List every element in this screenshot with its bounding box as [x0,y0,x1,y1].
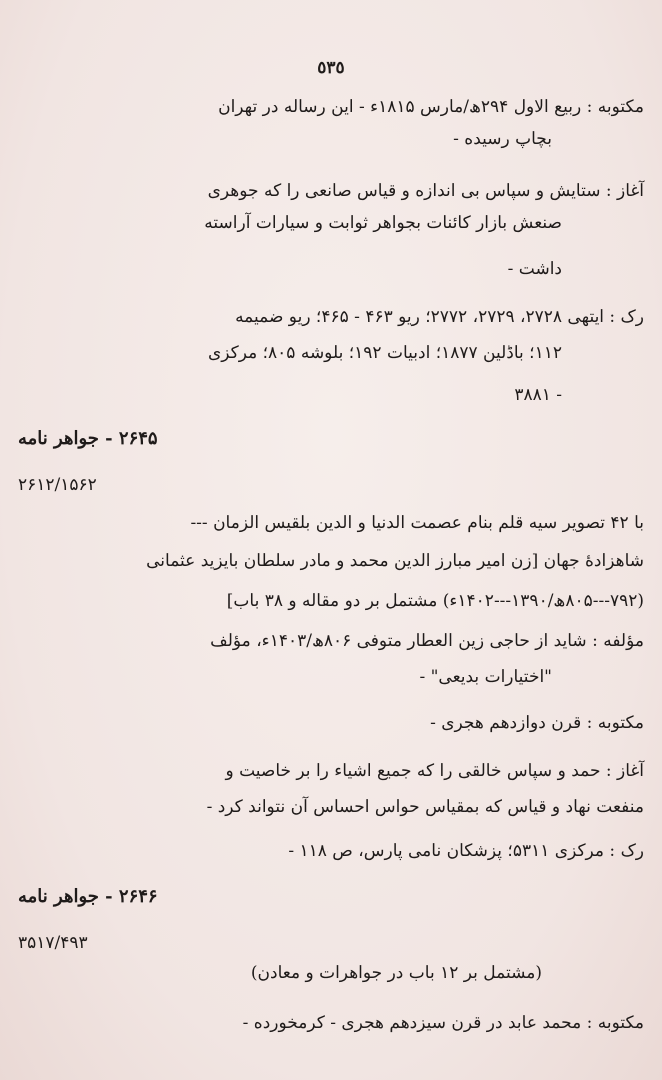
aghaz-line: منفعت نهاد و قیاس که بمقیاس حواس احساس آن نتواند کرد - [206,797,644,817]
author-line: "اختیارات بدیعی" - [419,667,552,687]
rak-line: ۱۱۲؛ باڈلین ۱۸۷۷؛ ادبیات ۱۹۲؛ بلوشه ۸۰۵؛ مرکزی [207,343,562,363]
aghaz-line: صنعش بازار کائنات بجواهر ثوابت و سیارات آراسته [204,213,562,233]
aghaz-line: آغاز : حمد و سپاس خالقی را که جمیع اشیاء را بر خاصیت و [225,761,644,781]
page-number: ٥٣٥ [317,58,345,78]
kitabat-line: مکتوبه : قرن دوازدهم هجری - [430,713,644,733]
manuscript-number: ۲۶۱۲/۱۵۶۲ [18,475,97,495]
rak-line: ۳۸۸۱ - [514,385,562,405]
aghaz-line: داشت - [507,259,562,279]
aghaz-line: آغاز : ستایش و سپاس بی اندازه و قیاس صانعی را که جوهری [207,181,644,201]
kitabat-line: بچاپ رسیده - [453,129,552,149]
rak-line: رک : مرکزی ۵۳۱۱؛ پزشکان نامی پارس، ص ۱۱۸ - [288,841,644,861]
description-line: (۷۹۲---۸۰۵ھ/۱۳۹۰---۱۴۰۲ء) مشتمل بر دو مقاله و ۳۸ باب] [226,591,644,611]
description-line: شاهزادهٔ جهان [زن امیر مبارز الدین محمد و مادر سلطان بایزید عثمانی [146,551,644,571]
description-line: با ۴۲ تصویر سیه قلم بنام عصمت الدنیا و الدین بلقیس الزمان --- [190,513,644,533]
kitabat-line: مکتوبه : ربیع الاول ۲۹۴ھ/مارس ۱۸۱۵ء - این رساله در تهران [218,97,644,117]
entry-heading: ۲۶۴۵ - جواهر نامه [18,428,158,449]
description-line: (مشتمل بر ۱۲ باب در جواهرات و معادن) [250,963,542,983]
rak-line: رک : ایتهی ۲۷۲۸، ۲۷۲۹، ۲۷۷۲؛ ریو ۴۶۳ - ۴۶۵؛ ریو ضمیمه [235,307,644,327]
manuscript-number: ۳۵۱۷/۴۹۳ [18,933,88,953]
author-line: مؤلفه : شاید از حاجی زین العطار متوفی ۸۰۶ھ/۱۴۰۳ء، مؤلف [210,631,644,651]
kitabat-line: مکتوبه : محمد عابد در قرن سیزدهم هجری - کرمخورده - [242,1013,644,1033]
entry-heading: ۲۶۴۶ - جواهر نامه [18,886,158,907]
